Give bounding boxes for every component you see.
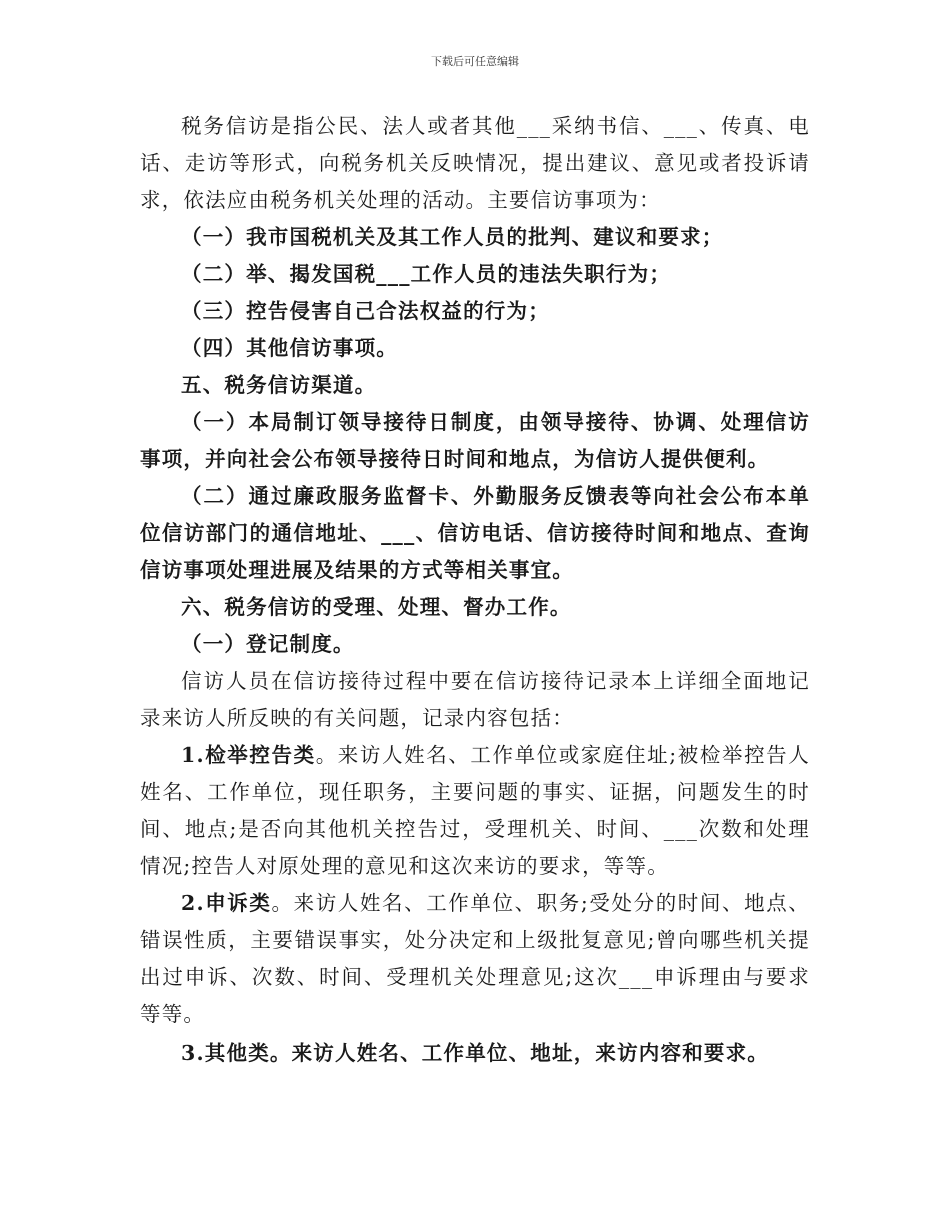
paragraph-intro: 税务信访是指公民、法人或者其他___采纳书信、___、传真、电话、走访等形式，向税务机关反映情况，提出建议、意见或者投诉请求，依法应由税务机关处理的活动。主要信访事项为： [140, 114, 810, 212]
paragraph-registration: 信访人员在信访接待过程中要在信访接待记录本上详细全面地记录来访人所反映的有关问题，记录内容包括： [140, 669, 810, 730]
section-heading-5: 五、税务信访渠道。 [181, 373, 377, 397]
paragraph-item-1: （一）我市国税机关及其工作人员的批判、建议和要求； [181, 225, 724, 249]
page-header: 下载后可任意编辑 [431, 55, 519, 68]
section-heading-6: 六、税务信访的受理、处理、督办工作。 [181, 595, 572, 619]
paragraph-item-2: （二）举、揭发国税___工作人员的违法失职行为； [181, 262, 672, 286]
paragraph-item-3: （三）控告侵害自己合法权益的行为； [181, 299, 550, 323]
category-2-lead: 2.申诉类 [181, 891, 272, 915]
paragraph-category-2 [140, 885, 810, 1033]
category-1-lead: 1.检举控告类 [181, 743, 316, 767]
paragraph-item-4: （四）其他信访事项。 [181, 336, 398, 360]
paragraph-category-1 [140, 737, 810, 885]
category-1-text: 。来访人姓名、工作单位或家庭住址;被检举控告人姓名、工作单位，现任职务，主要问题的事实、证据，问题发生的时间、地点;是否向其他机关控告过，受理机关、时间、___次数和处理情况;控告人对原处理的意见和这次来访的要求，等等。 [140, 743, 810, 878]
paragraph-channel-2: （二）通过廉政服务监督卡、外勤服务反馈表等向社会公布本单位信访部门的通信地址、___、信访电话、信访接待时间和地点、查询信访事项处理进展及结果的方式等相关事宜。 [140, 484, 810, 582]
paragraph-category-3: 3.其他类。来访人姓名、工作单位、地址，来访内容和要求。 [181, 1041, 769, 1065]
paragraph-channel-1: （一）本局制订领导接待日制度，由领导接待、协调、处理信访事项，并向社会公布领导接待日时间和地点，为信访人提供便利。 [140, 410, 810, 471]
document-body [140, 108, 810, 1072]
subheading-registration: （一）登记制度。 [181, 632, 355, 656]
category-2-text: 。来访人姓名、工作单位、职务;受处分的时间、地点、错误性质，主要错误事实，处分决定和上级批复意见;曾向哪些机关提出过申诉、次数、时间、受理机关处理意见;这次___申诉理由与要求等等。 [140, 891, 810, 1026]
